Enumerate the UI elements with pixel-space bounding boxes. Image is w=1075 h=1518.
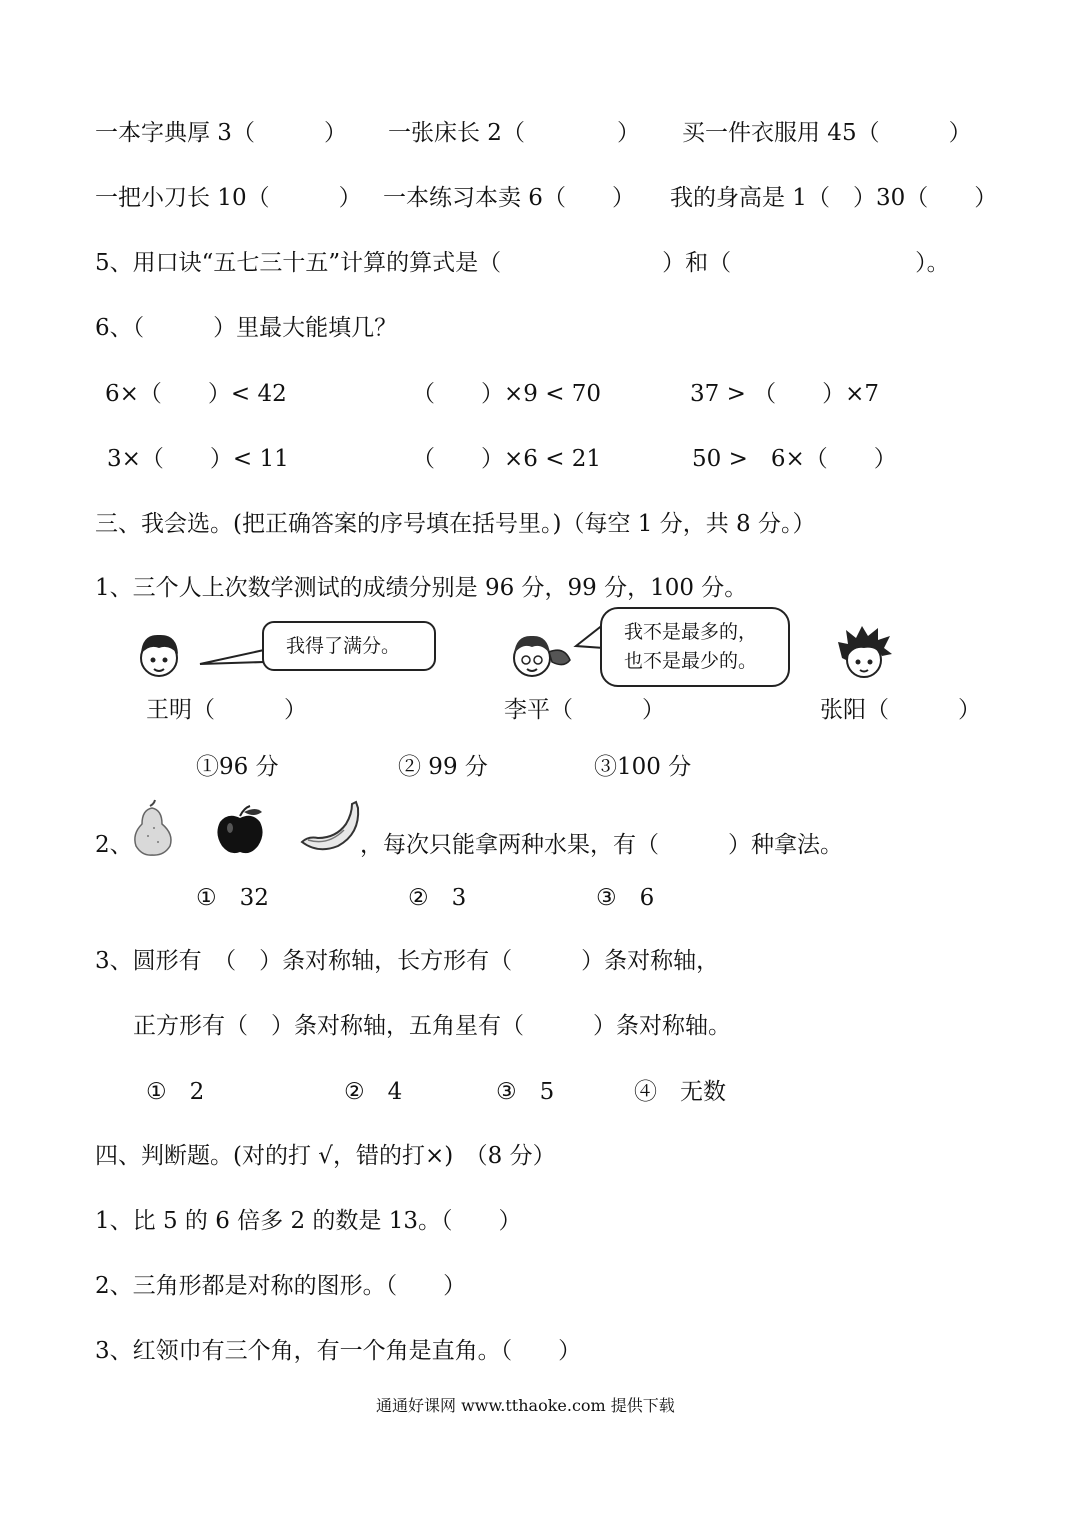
q3-option-1: ① 2 <box>146 1079 205 1105</box>
pear-icon <box>128 800 176 856</box>
apple-icon <box>214 806 266 856</box>
q1-option-1: ①96 分 <box>196 754 279 780</box>
s3-question-3-line-1: 3、圆形有 （ ）条对称轴，长方形有（ ）条对称轴， <box>95 948 720 974</box>
s3-question-3-line-2: 正方形有（ ）条对称轴，五角星有（ ）条对称轴。 <box>133 1013 731 1039</box>
question-6-title: 6、（ ）里最大能填几？ <box>95 315 398 341</box>
unit-clothes: 买一件衣服用 45（ ） <box>682 120 972 146</box>
bubble-1-text: 我得了满分。 <box>286 635 401 657</box>
name-liping: 李平（ ） <box>504 697 665 723</box>
boy-face-icon <box>134 630 184 682</box>
unit-dictionary: 一本字典厚 3（ ） <box>95 120 347 146</box>
s3-question-2-text: ，每次只能拿两种水果，有（ ）种拿法。 <box>360 832 843 858</box>
q3-option-3: ③ 5 <box>496 1079 555 1105</box>
section-3-heading: 三、我会选。(把正确答案的序号填在括号里。)（每空 1 分，共 8 分。） <box>95 511 816 537</box>
judge-item-3: 3、红领巾有三个角，有一个角是直角。（ ） <box>95 1338 582 1364</box>
banana-icon <box>298 800 362 856</box>
judge-item-1: 1、比 5 的 6 倍多 2 的数是 13。（ ） <box>95 1208 522 1234</box>
section-4-heading: 四、判断题。(对的打 √，错的打×) （8 分） <box>95 1143 556 1169</box>
ineq-5: （ ）×6 < 21 <box>412 446 602 472</box>
ineq-2: （ ）×9 < 70 <box>412 381 602 407</box>
judge-item-2: 2、三角形都是对称的图形。（ ） <box>95 1273 467 1299</box>
bubble-tail-1 <box>198 640 268 670</box>
footer-credit: 通通好课网 www.tthaoke.com 提供下载 <box>376 1396 675 1415</box>
ineq-6: 50 > 6×（ ） <box>692 446 897 472</box>
q2-option-2: ② 3 <box>408 885 467 911</box>
s3-question-2-prefix: 2、 <box>95 832 133 858</box>
unit-height: 我的身高是 1（ ）30（ ） <box>670 185 998 211</box>
q1-option-3: ③100 分 <box>594 754 692 780</box>
q3-option-2: ② 4 <box>344 1079 403 1105</box>
question-5: 5、用口诀“五七三十五”计算的算式是（ ）和（ ）。 <box>95 250 950 276</box>
q2-option-1: ① 32 <box>196 885 269 911</box>
q1-option-2: ② 99 分 <box>398 754 488 780</box>
name-wangming: 王明（ ） <box>146 697 307 723</box>
speech-bubble-1 <box>262 621 436 671</box>
s3-question-1: 1、三个人上次数学测试的成绩分别是 96 分，99 分，100 分。 <box>95 575 748 601</box>
speech-bubble-2 <box>600 607 790 687</box>
girl-face-icon <box>506 630 576 682</box>
unit-bed: 一张床长 2（ ） <box>388 120 640 146</box>
ineq-3: 37 > （ ）×7 <box>690 381 880 407</box>
q3-option-4: ④ 无数 <box>634 1079 726 1105</box>
bubble-2-line-1: 我不是最多的， <box>624 621 758 643</box>
unit-notebook: 一本练习本卖 6（ ） <box>383 185 635 211</box>
ineq-4: 3×（ ）< 11 <box>107 446 289 472</box>
q2-option-3: ③ 6 <box>596 885 655 911</box>
bubble-2-line-2: 也不是最少的。 <box>624 650 758 672</box>
name-zhangyang: 张阳（ ） <box>820 697 981 723</box>
ineq-1: 6×（ ）< 42 <box>105 381 287 407</box>
unit-knife: 一把小刀长 10（ ） <box>95 185 362 211</box>
spiky-hair-boy-icon <box>834 624 896 684</box>
